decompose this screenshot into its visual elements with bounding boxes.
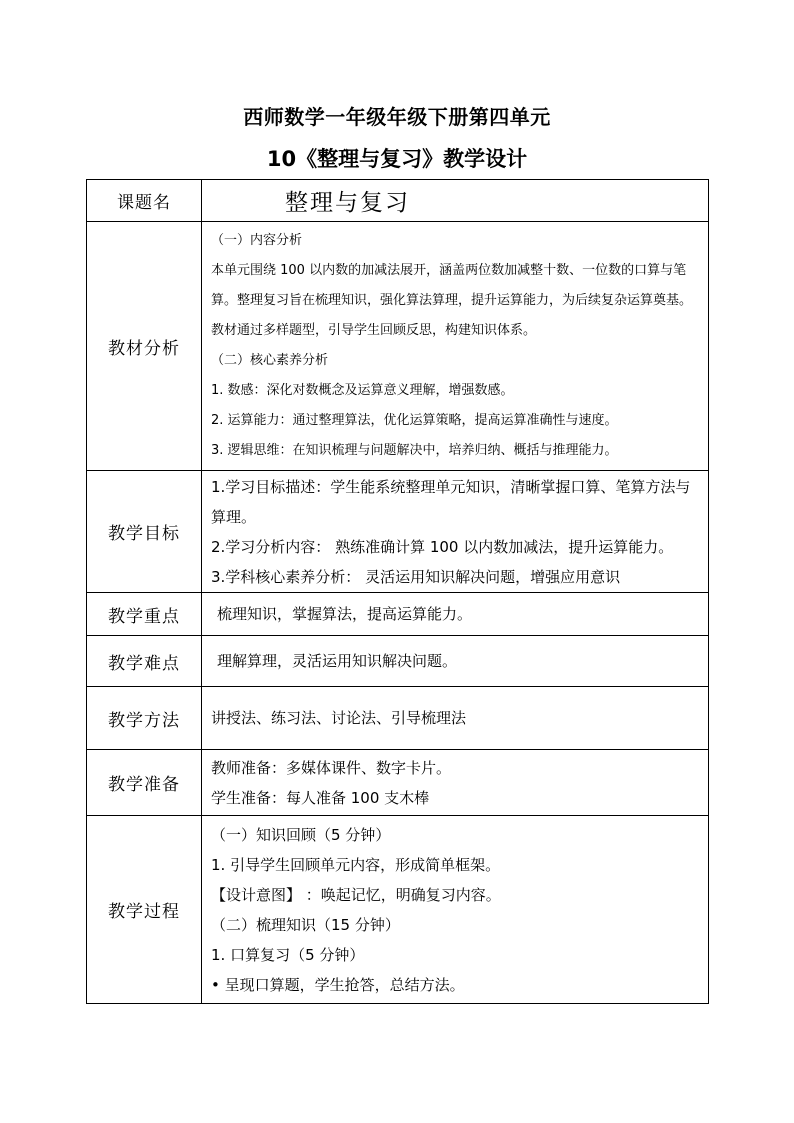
table-row-process: [87, 816, 709, 1004]
label-material: 教材分析: [87, 222, 202, 471]
goal-item-1: 1.学习目标描述：学生能系统整理单元知识，清晰掌握口算、笔算方法与算理。: [211, 477, 691, 526]
table-row-prep: [87, 750, 709, 816]
goal-item-3: 3.学科核心素养分析： 灵活运用知识解决问题，增强应用意识: [211, 567, 621, 586]
label-goals: 教学目标: [87, 471, 202, 593]
cell-method: [202, 687, 709, 750]
cell-difficult: [202, 636, 709, 687]
material-paragraph: 本单元围绕 100 以内数的加减法展开，涵盖两位数加减整十数、一位数的口算与笔算。整理复习旨在梳理知识，强化算法算理，提升运算能力，为后续复杂运算奠基。教材通过多样题型，引导学生回顾反思，构建知识体系。: [211, 263, 693, 338]
table-row-material: [87, 222, 709, 471]
material-item-1: 1. 数感：深化对数概念及运算意义理解，增强数感。: [211, 383, 514, 398]
label-topic: 课题名: [87, 180, 202, 222]
cell-topic: [202, 180, 709, 222]
topic-value: 整理与复习: [285, 190, 410, 216]
process-line-4: （二）梳理知识（15 分钟）: [211, 915, 400, 934]
table-row-goals: [87, 471, 709, 593]
document-title-line1: 西师数学一年级年级下册第四单元: [243, 105, 551, 129]
cell-process: [202, 816, 709, 1004]
process-line-6: • 呈现口算题，学生抢答，总结方法。: [211, 975, 465, 994]
label-key: 教学重点: [87, 593, 202, 636]
document-title-line2: 10《整理与复习》教学设计: [266, 147, 528, 171]
prep-teacher: 教师准备：多媒体课件、数字卡片。: [211, 758, 452, 777]
table-row-key: [87, 593, 709, 636]
key-value: 梳理知识，掌握算法，提高运算能力。: [217, 605, 473, 623]
material-item-2: 2. 运算能力：通过整理算法，优化运算策略，提高运算准确性与速度。: [211, 413, 618, 428]
label-method: 教学方法: [87, 687, 202, 750]
cell-material: [202, 222, 709, 471]
table-row-difficult: [87, 636, 709, 687]
prep-student: 学生准备：每人准备 100 支木棒: [211, 788, 430, 807]
difficult-value: 理解算理，灵活运用知识解决问题。: [217, 652, 458, 670]
table-row-method: [87, 687, 709, 750]
goal-item-2: 2.学习分析内容： 熟练准确计算 100 以内数加减法，提升运算能力。: [211, 537, 674, 556]
material-item-3: 3. 逻辑思维：在知识梳理与问题解决中，培养归纳、概括与推理能力。: [211, 443, 618, 458]
lesson-plan-table: [86, 179, 709, 1004]
process-line-5: 1. 口算复习（5 分钟）: [211, 945, 365, 964]
cell-prep: [202, 750, 709, 816]
material-heading-core: （二）核心素养分析: [211, 353, 329, 368]
material-heading-content: （一）内容分析: [211, 233, 303, 248]
label-prep: 教学准备: [87, 750, 202, 816]
process-line-3: 【设计意图】 ：唤起记忆，明确复习内容。: [211, 885, 501, 904]
table-row-topic: [87, 180, 709, 222]
process-line-2: 1. 引导学生回顾单元内容，形成简单框架。: [211, 855, 501, 874]
method-value: 讲授法、练习法、讨论法、引导梳理法: [211, 709, 467, 727]
cell-goals: [202, 471, 709, 593]
cell-key: [202, 593, 709, 636]
label-difficult: 教学难点: [87, 636, 202, 687]
process-line-1: （一）知识回顾（5 分钟）: [211, 825, 391, 844]
label-process: 教学过程: [87, 816, 202, 1004]
